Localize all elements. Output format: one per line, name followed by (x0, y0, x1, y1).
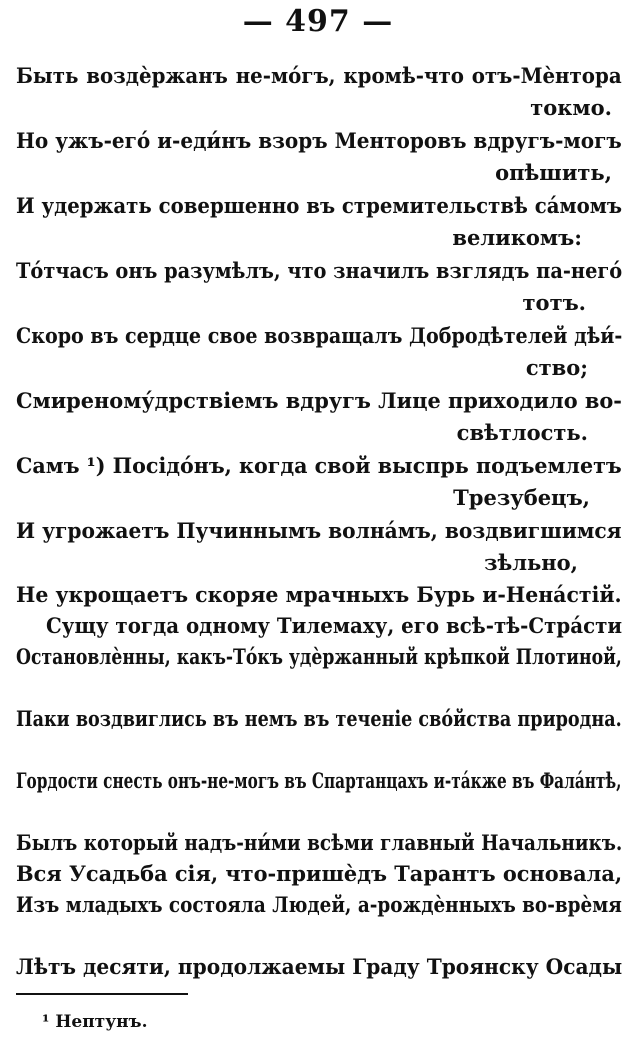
verse-line: Вся Усадьба сія, что-пришѐдъ Тарантъ основала, (16, 861, 623, 886)
verse-line-continuation: ство; (525, 355, 588, 380)
verse-line: Быть воздѐржанъ не-мо́гъ, кромѣ-что отъ-Мѐнтора (16, 63, 622, 88)
verse-line-continuation: зѣльно, (484, 550, 578, 575)
verse-line-continuation: тотъ. (522, 290, 586, 315)
verse-line: Лѣтъ десяти, продолжаемы Граду Троянску Осады (16, 954, 623, 979)
footnote-divider (16, 993, 188, 995)
verse-line: Самъ ¹) Посідо́нъ, когда свой выспрь подъемлетъ (16, 453, 622, 478)
verse-line: То́тчасъ онъ разумѣлъ, что значилъ взглядъ па-него́ (16, 258, 623, 283)
verse-line: Не укрощаетъ скоряе мрачныхъ Бурь и-Нена́стій. (16, 582, 622, 607)
verse-line-continuation: свѣтлость. (456, 420, 588, 445)
verse-line: Но ужъ-его́ и-еди́нъ взоръ Менторовъ вдругъ-могъ (16, 128, 622, 153)
verse-line-continuation: великомъ: (452, 225, 582, 250)
verse-line-continuation: Трезубецъ, (453, 485, 590, 510)
verse-line: Скоро въ сердце свое возвращалъ Добродѣтелей дѣи́- (16, 323, 623, 348)
verse-line: Изъ младыхъ состояла Людей, а-рождѐнныхъ во-врѐмя (16, 892, 622, 917)
verse-line: И угрожаетъ Пучиннымъ волна́мъ, воздвигшимся (16, 518, 622, 543)
verse-line: Былъ который надъ-ни́ми всѣми главный Начальникъ. (16, 830, 623, 855)
verse-line: И удержать совершенно въ стремительствѣ са́момъ (16, 193, 622, 218)
footnote: ¹ Нептунъ. (42, 1012, 148, 1032)
verse-line: Паки воздвиглись въ немъ въ теченіе сво́йства природна. (16, 706, 622, 731)
page-number: — 497 — (242, 4, 394, 39)
verse-line-continuation: токмо. (530, 95, 612, 120)
verse-line-continuation: опѣшить, (495, 160, 612, 185)
verse-line: Сущу тогда одному Тилемаху, его всѣ-тѣ-Стра́сти (46, 613, 623, 638)
verse-line: Остановлѐнны, какъ-То́къ удѐржанный крѣпкой Плотиной, (16, 644, 622, 669)
verse-line: Гордости снесть онъ-не-могъ въ Спартанцахъ и-та́кже въ Фала́нтѣ, (16, 768, 622, 793)
verse-line: Смиреному́дрствіемъ вдругъ Лице приходило во- (16, 388, 622, 413)
